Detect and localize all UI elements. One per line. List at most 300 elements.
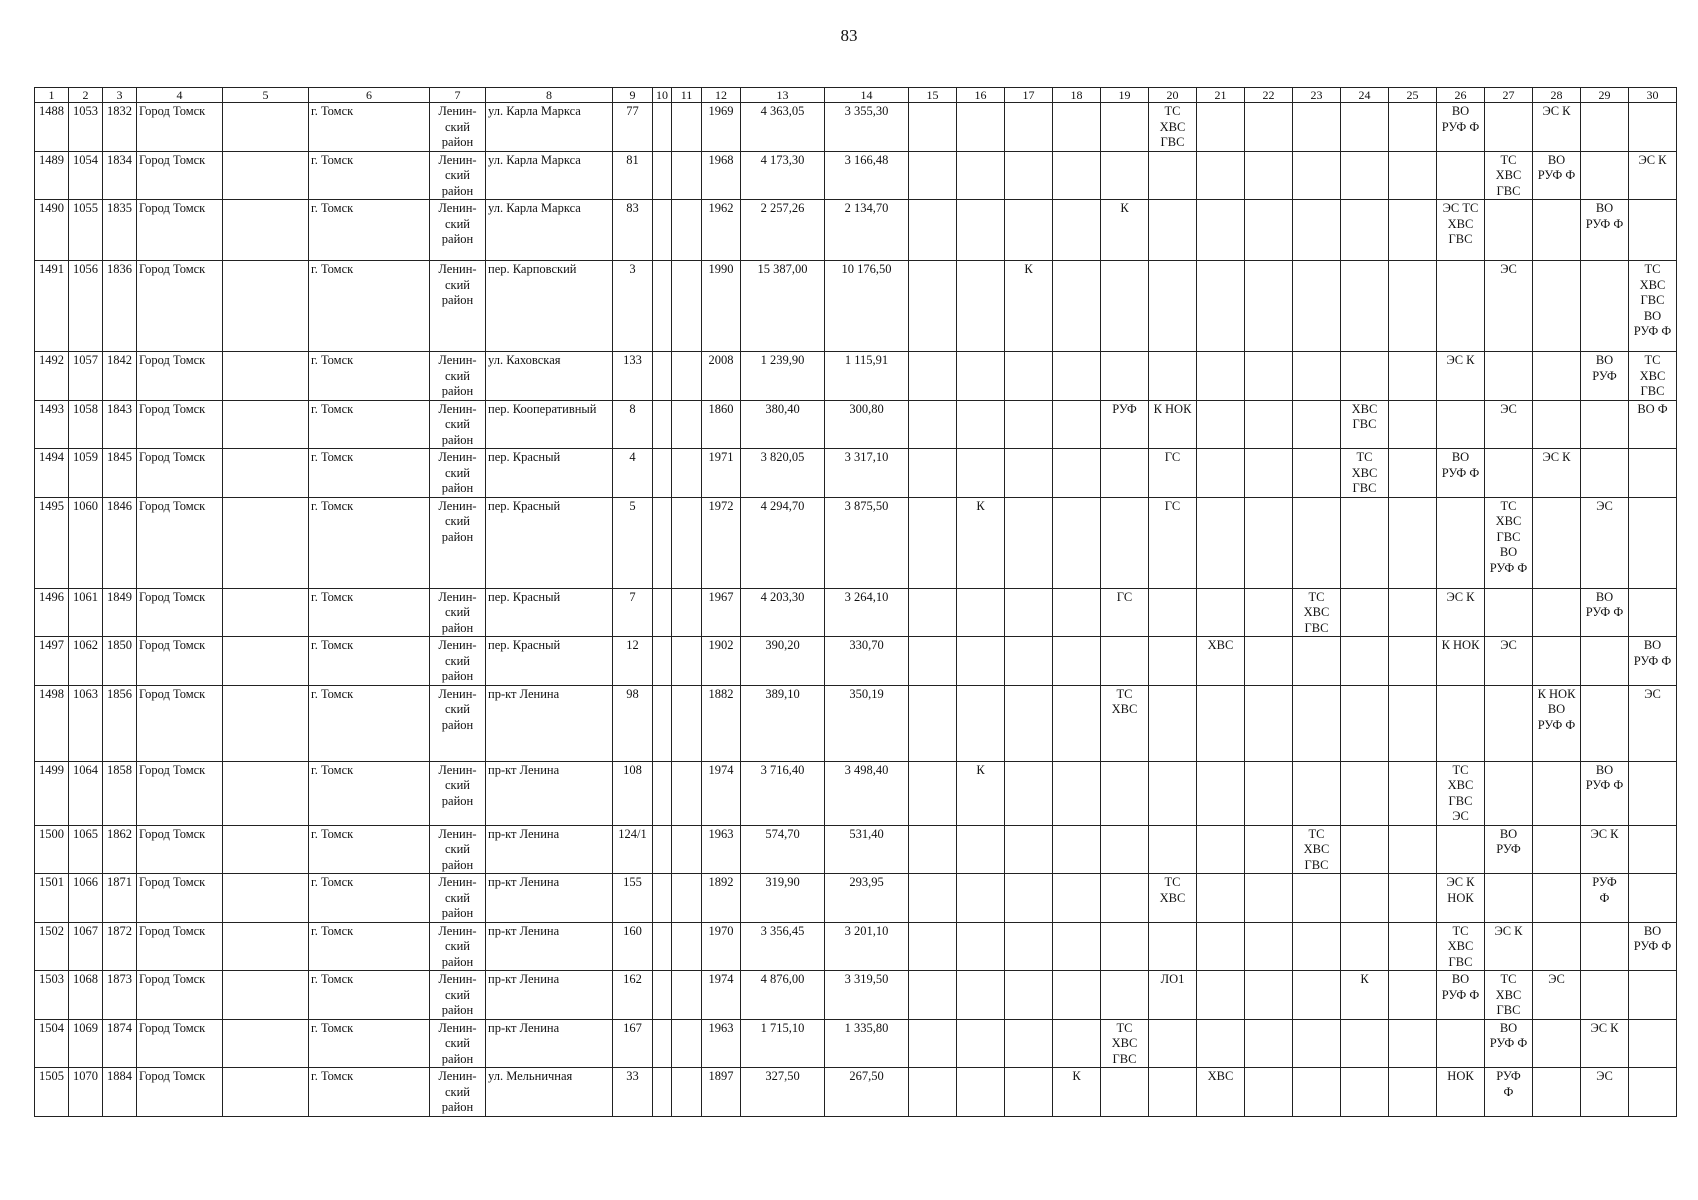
table-cell: 3 319,50: [825, 971, 909, 1020]
table-cell: 1067: [69, 922, 103, 971]
table-cell: [1533, 497, 1581, 588]
table-cell: [1293, 449, 1341, 498]
table-cell: Ленин- ский район: [430, 971, 486, 1020]
table-cell: [1053, 874, 1101, 923]
table-cell: [1245, 825, 1293, 874]
table-cell: 1496: [35, 588, 69, 637]
table-cell: 330,70: [825, 637, 909, 686]
table-cell: 1969: [702, 103, 741, 152]
table-cell: [1485, 103, 1533, 152]
table-cell: [1533, 761, 1581, 825]
table-cell: ЭС К: [1485, 922, 1533, 971]
table-cell: [1581, 449, 1629, 498]
table-cell: [672, 151, 702, 200]
table-cell: [1533, 1019, 1581, 1068]
table-cell: [1293, 200, 1341, 261]
table-cell: ТС ХВС ГВС: [1485, 151, 1533, 200]
table-cell: [1005, 588, 1053, 637]
table-cell: [1053, 637, 1101, 686]
table-cell: [223, 971, 309, 1020]
table-cell: 1502: [35, 922, 69, 971]
table-cell: [1245, 400, 1293, 449]
column-number: 1: [35, 88, 69, 103]
table-cell: ВО РУФ Ф: [1629, 637, 1677, 686]
table-cell: [1341, 874, 1389, 923]
table-cell: [1293, 1019, 1341, 1068]
table-cell: Ленин- ский район: [430, 1019, 486, 1068]
table-cell: 1 335,80: [825, 1019, 909, 1068]
table-cell: 1055: [69, 200, 103, 261]
table-cell: НОК: [1437, 1068, 1485, 1117]
table-cell: [1293, 151, 1341, 200]
table-cell: [957, 588, 1005, 637]
table-cell: ГС: [1149, 497, 1197, 588]
table-cell: [1389, 874, 1437, 923]
table-cell: 293,95: [825, 874, 909, 923]
table-cell: Город Томск: [137, 825, 223, 874]
registry-table: [34, 87, 1677, 1117]
table-cell: ЭС: [1485, 637, 1533, 686]
table-cell: [653, 825, 672, 874]
table-cell: 1850: [103, 637, 137, 686]
table-cell: г. Томск: [309, 637, 430, 686]
column-number: 9: [613, 88, 653, 103]
table-cell: 1058: [69, 400, 103, 449]
table-cell: [1005, 103, 1053, 152]
table-cell: пер. Красный: [486, 497, 613, 588]
table-cell: г. Томск: [309, 971, 430, 1020]
table-cell: [1245, 685, 1293, 761]
column-number: 21: [1197, 88, 1245, 103]
table-cell: [1581, 261, 1629, 352]
table-cell: пер. Красный: [486, 588, 613, 637]
table-cell: Город Томск: [137, 1019, 223, 1068]
table-cell: [653, 922, 672, 971]
table-cell: [672, 685, 702, 761]
table-cell: [1293, 261, 1341, 352]
table-cell: [1293, 971, 1341, 1020]
table-cell: [1005, 200, 1053, 261]
table-cell: [223, 588, 309, 637]
table-cell: [1197, 874, 1245, 923]
table-cell: [1341, 497, 1389, 588]
table-row: [35, 400, 1677, 449]
table-cell: 1 239,90: [741, 352, 825, 401]
table-cell: ЭС: [1581, 1068, 1629, 1117]
table-cell: [1533, 874, 1581, 923]
table-cell: [1053, 685, 1101, 761]
table-cell: [223, 261, 309, 352]
table-cell: [1389, 352, 1437, 401]
table-cell: 15 387,00: [741, 261, 825, 352]
table-cell: [1629, 971, 1677, 1020]
table-row: [35, 971, 1677, 1020]
table-cell: [672, 449, 702, 498]
table-cell: [1149, 151, 1197, 200]
table-cell: [1149, 761, 1197, 825]
table-cell: К: [957, 761, 1005, 825]
table-cell: 1963: [702, 825, 741, 874]
table-cell: [1149, 637, 1197, 686]
table-cell: [1581, 103, 1629, 152]
table-cell: ВО Ф: [1629, 400, 1677, 449]
table-cell: [1197, 261, 1245, 352]
table-cell: ТС ХВС: [1149, 874, 1197, 923]
table-cell: 3: [613, 261, 653, 352]
table-cell: Город Томск: [137, 971, 223, 1020]
table-cell: [1485, 685, 1533, 761]
table-cell: [1245, 588, 1293, 637]
table-cell: [1293, 103, 1341, 152]
table-cell: ТС ХВС ГВС ЭС: [1437, 761, 1485, 825]
table-cell: [1533, 588, 1581, 637]
table-cell: К НОК: [1149, 400, 1197, 449]
table-row: [35, 200, 1677, 261]
table-cell: [1629, 1019, 1677, 1068]
table-cell: 33: [613, 1068, 653, 1117]
table-cell: 12: [613, 637, 653, 686]
table-cell: ХВС: [1197, 1068, 1245, 1117]
table-cell: пр-кт Ленина: [486, 825, 613, 874]
table-cell: [957, 922, 1005, 971]
table-cell: [1293, 400, 1341, 449]
table-cell: [1101, 261, 1149, 352]
table-cell: РУФ: [1101, 400, 1149, 449]
table-cell: [1101, 922, 1149, 971]
table-cell: [1149, 352, 1197, 401]
table-cell: 319,90: [741, 874, 825, 923]
table-cell: 1495: [35, 497, 69, 588]
table-cell: [1389, 761, 1437, 825]
table-cell: Город Томск: [137, 200, 223, 261]
table-row: [35, 825, 1677, 874]
table-cell: [1581, 971, 1629, 1020]
table-cell: [957, 400, 1005, 449]
table-cell: Город Томск: [137, 922, 223, 971]
table-cell: [223, 761, 309, 825]
table-cell: [672, 588, 702, 637]
table-cell: ЛО1: [1149, 971, 1197, 1020]
table-cell: 7: [613, 588, 653, 637]
table-cell: 1065: [69, 825, 103, 874]
column-number: 11: [672, 88, 702, 103]
table-cell: Город Томск: [137, 761, 223, 825]
table-cell: [909, 352, 957, 401]
table-cell: [1389, 922, 1437, 971]
table-cell: [1245, 261, 1293, 352]
table-cell: К НОК ВО РУФ Ф: [1533, 685, 1581, 761]
table-cell: [1101, 637, 1149, 686]
table-cell: [1197, 922, 1245, 971]
table-cell: 1972: [702, 497, 741, 588]
table-cell: ВО РУФ Ф: [1581, 761, 1629, 825]
table-cell: [653, 352, 672, 401]
table-cell: г. Томск: [309, 1068, 430, 1117]
table-cell: [957, 151, 1005, 200]
table-cell: 1835: [103, 200, 137, 261]
table-cell: 3 716,40: [741, 761, 825, 825]
table-cell: 1064: [69, 761, 103, 825]
table-cell: [909, 685, 957, 761]
table-row: [35, 497, 1677, 588]
table-cell: 108: [613, 761, 653, 825]
table-cell: 574,70: [741, 825, 825, 874]
column-number: 8: [486, 88, 613, 103]
table-cell: 3 317,10: [825, 449, 909, 498]
table-cell: 1063: [69, 685, 103, 761]
table-cell: ВО РУФ Ф: [1437, 103, 1485, 152]
table-cell: [1293, 1068, 1341, 1117]
table-cell: [1101, 497, 1149, 588]
table-cell: [1581, 637, 1629, 686]
page-number: 83: [840, 26, 858, 45]
table-cell: г. Томск: [309, 103, 430, 152]
table-cell: 1968: [702, 151, 741, 200]
table-cell: [1101, 971, 1149, 1020]
table-cell: Ленин- ский район: [430, 200, 486, 261]
table-cell: ЭС: [1581, 497, 1629, 588]
table-cell: [909, 874, 957, 923]
table-cell: [1053, 352, 1101, 401]
table-cell: [1341, 588, 1389, 637]
table-cell: [223, 825, 309, 874]
table-cell: 167: [613, 1019, 653, 1068]
table-cell: [1053, 103, 1101, 152]
table-cell: [1389, 103, 1437, 152]
table-cell: [1629, 449, 1677, 498]
table-cell: [672, 637, 702, 686]
table-cell: [1149, 685, 1197, 761]
table-cell: [1629, 588, 1677, 637]
table-cell: 1490: [35, 200, 69, 261]
table-cell: [672, 761, 702, 825]
table-cell: пр-кт Ленина: [486, 874, 613, 923]
table-cell: [653, 400, 672, 449]
table-cell: 4: [613, 449, 653, 498]
table-cell: Город Томск: [137, 497, 223, 588]
table-cell: 327,50: [741, 1068, 825, 1117]
table-row: [35, 588, 1677, 637]
column-number: 18: [1053, 88, 1101, 103]
table-row: [35, 761, 1677, 825]
column-number: 17: [1005, 88, 1053, 103]
table-cell: [653, 874, 672, 923]
table-cell: [1149, 261, 1197, 352]
table-cell: [653, 588, 672, 637]
table-cell: [1293, 761, 1341, 825]
table-cell: [1005, 637, 1053, 686]
table-cell: 1494: [35, 449, 69, 498]
table-cell: [1149, 825, 1197, 874]
table-cell: [1245, 200, 1293, 261]
table-cell: [672, 261, 702, 352]
table-cell: 98: [613, 685, 653, 761]
table-cell: [1437, 400, 1485, 449]
table-cell: [1485, 874, 1533, 923]
table-cell: 81: [613, 151, 653, 200]
table-cell: [1149, 1068, 1197, 1117]
table-cell: [1389, 497, 1437, 588]
table-cell: 1 115,91: [825, 352, 909, 401]
table-cell: г. Томск: [309, 825, 430, 874]
table-cell: ХВС ГВС: [1341, 400, 1389, 449]
table-cell: ВО РУФ Ф: [1629, 922, 1677, 971]
table-cell: [957, 1019, 1005, 1068]
table-row: [35, 103, 1677, 152]
table-cell: [1629, 761, 1677, 825]
table-cell: 1902: [702, 637, 741, 686]
table-cell: 133: [613, 352, 653, 401]
table-row: [35, 352, 1677, 401]
table-cell: [672, 352, 702, 401]
table-cell: ул. Каховская: [486, 352, 613, 401]
table-cell: [1293, 497, 1341, 588]
table-cell: [672, 1019, 702, 1068]
table-cell: [1389, 971, 1437, 1020]
table-cell: ул. Карла Маркса: [486, 151, 613, 200]
table-cell: [1629, 200, 1677, 261]
table-cell: 1970: [702, 922, 741, 971]
table-cell: 4 203,30: [741, 588, 825, 637]
table-cell: [1005, 971, 1053, 1020]
table-cell: [1245, 151, 1293, 200]
table-cell: Ленин- ский район: [430, 261, 486, 352]
table-cell: ВО РУФ: [1485, 825, 1533, 874]
table-cell: [909, 400, 957, 449]
table-cell: 1066: [69, 874, 103, 923]
table-row: [35, 922, 1677, 971]
table-cell: [1149, 1019, 1197, 1068]
table-cell: ТС ХВС ГВС: [1341, 449, 1389, 498]
table-cell: [1581, 400, 1629, 449]
table-cell: [1533, 1068, 1581, 1117]
column-number: 30: [1629, 88, 1677, 103]
table-cell: [1053, 400, 1101, 449]
table-cell: [1293, 637, 1341, 686]
table-cell: ул. Мельничная: [486, 1068, 613, 1117]
table-cell: [1629, 103, 1677, 152]
table-cell: [1485, 449, 1533, 498]
table-cell: ВО РУФ Ф: [1437, 449, 1485, 498]
table-cell: [223, 449, 309, 498]
table-cell: [672, 971, 702, 1020]
table-row: [35, 449, 1677, 498]
table-cell: [1341, 922, 1389, 971]
table-cell: [909, 103, 957, 152]
table-cell: [1485, 761, 1533, 825]
table-cell: г. Томск: [309, 200, 430, 261]
table-cell: ТС ХВС ГВС: [1629, 352, 1677, 401]
table-cell: [1197, 400, 1245, 449]
table-cell: [909, 1019, 957, 1068]
table-cell: 389,10: [741, 685, 825, 761]
table-cell: 1884: [103, 1068, 137, 1117]
table-cell: [1389, 1019, 1437, 1068]
table-cell: [653, 1068, 672, 1117]
table-cell: 1492: [35, 352, 69, 401]
column-number: 3: [103, 88, 137, 103]
table-cell: [223, 352, 309, 401]
table-cell: 1971: [702, 449, 741, 498]
table-cell: [653, 1019, 672, 1068]
table-row: [35, 1068, 1677, 1117]
table-cell: 3 820,05: [741, 449, 825, 498]
table-cell: ул. Карла Маркса: [486, 200, 613, 261]
table-cell: [1197, 1019, 1245, 1068]
table-cell: [1101, 761, 1149, 825]
table-cell: [1629, 1068, 1677, 1117]
column-number: 24: [1341, 88, 1389, 103]
table-cell: Город Томск: [137, 874, 223, 923]
column-number: 25: [1389, 88, 1437, 103]
table-cell: [909, 825, 957, 874]
table-cell: [1245, 449, 1293, 498]
table-cell: 1963: [702, 1019, 741, 1068]
table-cell: Ленин- ский район: [430, 588, 486, 637]
table-cell: [1533, 400, 1581, 449]
table-cell: [1053, 151, 1101, 200]
column-number: 29: [1581, 88, 1629, 103]
table-cell: [1629, 874, 1677, 923]
table-cell: 2008: [702, 352, 741, 401]
table-cell: Ленин- ский район: [430, 352, 486, 401]
table-cell: 1882: [702, 685, 741, 761]
table-cell: [223, 1068, 309, 1117]
table-cell: 1504: [35, 1019, 69, 1068]
table-cell: [1245, 497, 1293, 588]
table-cell: ТС ХВС ГВС: [1293, 825, 1341, 874]
table-cell: 531,40: [825, 825, 909, 874]
table-cell: пр-кт Ленина: [486, 685, 613, 761]
table-cell: Город Томск: [137, 261, 223, 352]
table-cell: 3 166,48: [825, 151, 909, 200]
table-cell: [653, 761, 672, 825]
table-cell: Город Томск: [137, 685, 223, 761]
table-cell: К: [1005, 261, 1053, 352]
table-cell: [957, 825, 1005, 874]
table-cell: 1860: [702, 400, 741, 449]
table-cell: [1389, 400, 1437, 449]
table-cell: [653, 103, 672, 152]
table-cell: [1197, 971, 1245, 1020]
table-cell: К: [957, 497, 1005, 588]
table-cell: 10 176,50: [825, 261, 909, 352]
table-cell: 1832: [103, 103, 137, 152]
table-cell: [1101, 103, 1149, 152]
table-body: [35, 88, 1677, 1117]
table-cell: К: [1053, 1068, 1101, 1117]
table-cell: ХВС: [1197, 637, 1245, 686]
table-cell: г. Томск: [309, 685, 430, 761]
table-cell: ГС: [1149, 449, 1197, 498]
table-cell: [1341, 151, 1389, 200]
table-cell: [1005, 352, 1053, 401]
table-cell: ЭС К НОК: [1437, 874, 1485, 923]
table-cell: 1856: [103, 685, 137, 761]
table-cell: 1489: [35, 151, 69, 200]
table-cell: ТС ХВС ГВС ВО РУФ Ф: [1629, 261, 1677, 352]
table-cell: 1892: [702, 874, 741, 923]
table-cell: [1245, 1068, 1293, 1117]
column-number: 5: [223, 88, 309, 103]
table-cell: Ленин- ский район: [430, 449, 486, 498]
column-number: 19: [1101, 88, 1149, 103]
table-cell: 1897: [702, 1068, 741, 1117]
table-cell: [1005, 449, 1053, 498]
table-cell: [1197, 685, 1245, 761]
table-cell: ВО РУФ Ф: [1533, 151, 1581, 200]
table-cell: 160: [613, 922, 653, 971]
